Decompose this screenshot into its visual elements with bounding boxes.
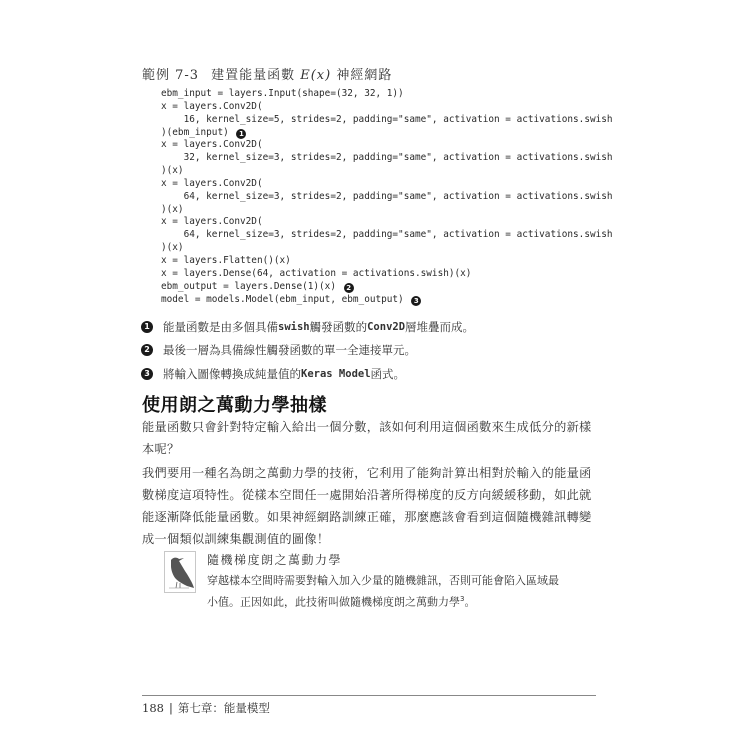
code-line: ebm_output = layers.Dense(1)(x)	[161, 280, 342, 292]
code-line: model = models.Model(ebm_input, ebm_output)	[161, 293, 410, 305]
para-text: 的技術，它利用了能夠計算出相對於輸入的能量函數梯度這項特性。從樣本空間任一處開始沿著所得梯度的反方向緩緩移動，如此就能逐漸降低能量函數。如果神經網路訓練正確，那麼應該會看到這個隨機雜訊轉變成一個類似訓練集觀測值的圖像！	[142, 466, 592, 546]
callout-notes	[141, 315, 601, 386]
code-line: x = layers.Conv2D(	[161, 139, 263, 151]
page-number: 188	[142, 701, 164, 715]
note-text: 函式。	[370, 366, 406, 381]
note-text: 觸發函數的	[309, 319, 368, 334]
code-line: 16, kernel_size=5, strides=2, padding="same", activation = activations.swish	[161, 113, 613, 125]
code-line: x = layers.Flatten()(x)	[161, 254, 291, 266]
footnote-ref: 3	[460, 595, 465, 603]
code-line: x = layers.Conv2D(	[161, 100, 263, 112]
callout-2-icon: 2	[141, 344, 153, 356]
para-emphasis: 朗之萬動力學	[241, 466, 317, 480]
note-text: 層堆疊而成。	[405, 319, 475, 334]
callout-note-3	[141, 362, 601, 386]
para-text: 我們要用一種名為	[142, 466, 242, 480]
note-code: swish	[278, 320, 310, 333]
paragraph-1: 能量函數只會針對特定輸入給出一個分數，該如何利用這個函數來生成低分的新樣本呢？	[142, 420, 592, 456]
chapter-title: 第七章：能量模型	[177, 701, 270, 715]
code-line: x = layers.Conv2D(	[161, 216, 263, 228]
code-line: 32, kernel_size=3, strides=2, padding="same", activation = activations.swish	[161, 152, 613, 164]
callout-1-icon: 1	[141, 321, 153, 333]
code-line: ebm_input = layers.Input(shape=(32, 32, 1))	[161, 88, 404, 99]
callout-note-2	[141, 339, 601, 363]
callout-2-icon: 2	[344, 283, 354, 293]
paragraph-2	[142, 462, 602, 550]
example-title-prefix: 建置能量函數	[211, 68, 301, 83]
tip-title: 隨機梯度朗之萬動力學	[207, 553, 343, 567]
page-footer	[142, 700, 270, 716]
footer-separator: |	[168, 701, 173, 715]
code-line: 64, kernel_size=3, strides=2, padding="same", activation = activations.swish	[161, 229, 613, 241]
note-text: 將輸入圖像轉換成純量值的	[163, 366, 301, 381]
example-title-math: E(x)	[300, 68, 332, 83]
example-title-suffix: 神經網路	[331, 68, 393, 83]
crow-icon	[164, 551, 196, 593]
note-text: 能量函數是由多個具備	[163, 319, 278, 334]
code-block	[161, 88, 613, 306]
example-caption	[142, 64, 392, 83]
tip-text: 。	[464, 595, 476, 609]
tip-text: 穿越樣本空間時需要對輸入加入少量的隨機雜訊，否則可能會陷入區域最小值。正因如此，此技術叫做隨機梯度朗之萬動力學	[207, 574, 559, 609]
code-line: )(x)	[161, 242, 184, 254]
note-text: 最後一層為具備線性觸發函數的單一全連接單元。	[163, 343, 416, 358]
section-heading: 使用朗之萬動力學抽樣	[142, 395, 327, 416]
note-code: Conv2D	[367, 320, 406, 333]
callout-1-icon: 1	[236, 129, 246, 139]
tip-body	[207, 571, 567, 612]
example-label: 範例 7-3	[142, 68, 200, 83]
code-line: )(x)	[161, 203, 184, 215]
code-line: )(x)	[161, 165, 184, 177]
note-code: Keras Model	[301, 367, 371, 380]
code-line: x = layers.Dense(64, activation = activations.swish)(x)	[161, 267, 472, 279]
code-line: 64, kernel_size=3, strides=2, padding="same", activation = activations.swish	[161, 190, 613, 202]
callout-3-icon: 3	[141, 368, 153, 380]
code-line: )(ebm_input)	[161, 126, 235, 138]
code-line: x = layers.Conv2D(	[161, 177, 263, 189]
callout-note-1	[141, 315, 601, 339]
callout-3-icon: 3	[411, 296, 421, 306]
footer-divider	[142, 695, 596, 696]
